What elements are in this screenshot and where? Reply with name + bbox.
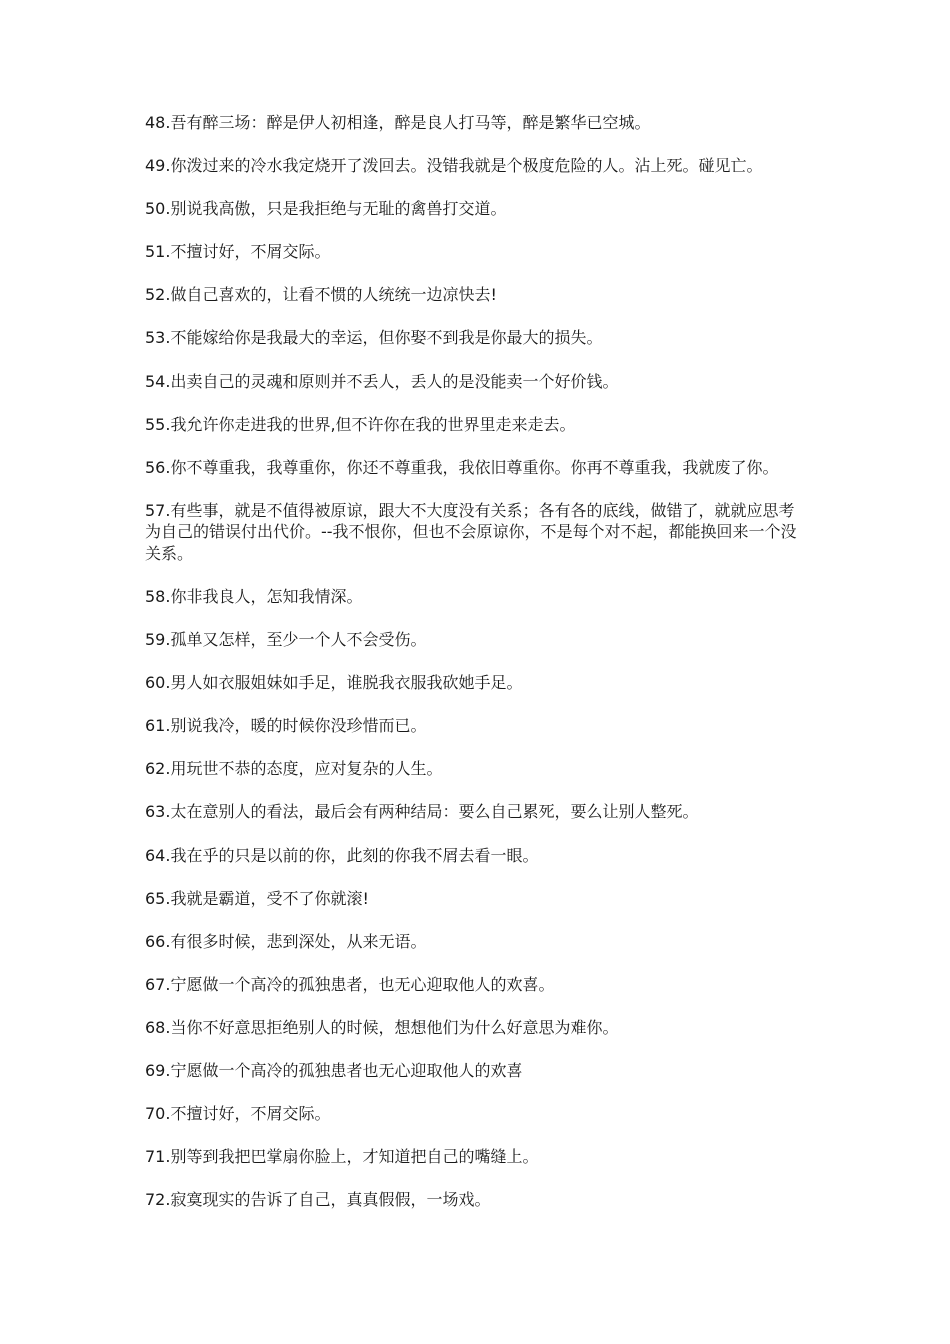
quote-item: 66.有很多时候，悲到深处，从来无语。 [145, 931, 427, 951]
quote-item: 54.出卖自己的灵魂和原则并不丢人，丢人的是没能卖一个好价钱。 [145, 371, 619, 391]
quote-item: 53.不能嫁给你是我最大的幸运，但你娶不到我是你最大的损失。 [145, 328, 603, 348]
quote-list [145, 112, 810, 1232]
quote-item: 67.宁愿做一个高冷的孤独患者，也无心迎取他人的欢喜。 [145, 974, 555, 994]
quote-item: 55.我允许你走进我的世界,但不许你在我的世界里走来走去。 [145, 414, 576, 434]
quote-item: 72.寂寞现实的告诉了自己，真真假假，一场戏。 [145, 1190, 491, 1210]
quote-item: 71.别等到我把巴掌扇你脸上，才知道把自己的嘴缝上。 [145, 1147, 539, 1167]
quote-item: 58.你非我良人，怎知我情深。 [145, 586, 363, 606]
quote-item: 49.你泼过来的冷水我定烧开了泼回去。没错我就是个极度危险的人。沾上死。碰见亡。 [145, 156, 763, 176]
quote-item: 56.你不尊重我，我尊重你，你还不尊重我，我依旧尊重你。你再不尊重我，我就废了你。 [145, 457, 779, 477]
quote-item: 63.太在意别人的看法，最后会有两种结局：要么自己累死，要么让别人整死。 [145, 802, 699, 822]
quote-item: 59.孤单又怎样，至少一个人不会受伤。 [145, 630, 427, 650]
quote-item: 69.宁愿做一个高冷的孤独患者也无心迎取他人的欢喜 [145, 1060, 523, 1080]
quote-item: 57.有些事，就是不值得被原谅，跟大不大度没有关系；各有各的底线，做错了，就就应思考为自己的错误付出代价。--我不恨你，但也不会原谅你，不是每个对不起，都能换回来一个没关系。 [145, 500, 797, 563]
quote-item: 68.当你不好意思拒绝别人的时候，想想他们为什么好意思为难你。 [145, 1017, 619, 1037]
quote-item: 61.别说我冷，暖的时候你没珍惜而已。 [145, 716, 427, 736]
quote-item: 62.用玩世不恭的态度，应对复杂的人生。 [145, 759, 443, 779]
quote-item: 48.吾有醉三场：醉是伊人初相逢，醉是良人打马等，醉是繁华已空城。 [145, 113, 651, 132]
quote-item: 60.男人如衣服姐妹如手足，谁脱我衣服我砍她手足。 [145, 673, 523, 693]
quote-item: 50.别说我高傲，只是我拒绝与无耻的禽兽打交道。 [145, 199, 507, 219]
quote-item: 64.我在乎的只是以前的你，此刻的你我不屑去看一眼。 [145, 845, 539, 865]
quote-item: 70.不擅讨好，不屑交际。 [145, 1104, 331, 1124]
quote-item: 65.我就是霸道，受不了你就滚! [145, 888, 369, 908]
quote-item: 52.做自己喜欢的，让看不惯的人统统一边凉快去! [145, 285, 497, 305]
quote-item: 51.不擅讨好，不屑交际。 [145, 242, 331, 262]
